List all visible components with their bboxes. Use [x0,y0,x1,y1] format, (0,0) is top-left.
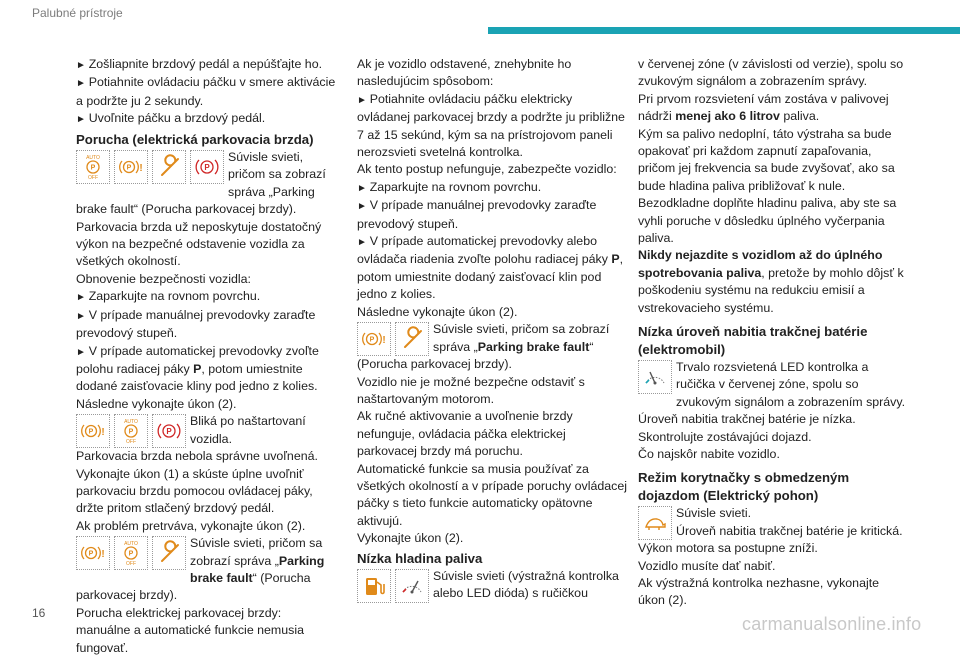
paragraph: v červenej zóne (v závislosti od verzie), spolu so zvukovým signálom a zobrazením správy. [638,57,904,89]
step-bullet: ► Zošliapnite brzdový pedál a nepúšťajte ho. [76,56,338,74]
text-bold: menej ako 6 litrov [675,109,780,124]
paragraph: Parkovacia brzda už neposkytuje dostatočný výkon na bezpečné odstavenie vozidla za všetkých okolností. [76,219,322,269]
indicator-text: “ (Porucha parkovacej brzdy). [76,570,311,603]
paragraph [638,247,908,317]
step-bullet: ► Potiahnite ovládaciu páčku elektricky ovládanej parkovacej brzdy a podržte ju približne 7 až 15 sekúnd, kým sa na prístrojovom paneli nerozsvieti svetelná kontrolka. [357,91,627,162]
parking-brake-fault-icon [357,322,391,356]
paragraph: Vykonajte úkon (1) a skúste úplne uvoľniť parkovaciu brzdu pomocou ovládacej páky, držte pritom stlačený brzdový pedál. [76,466,313,516]
paragraph: (Porucha parkovacej brzdy). [357,357,512,372]
svg-text:AUTO: AUTO [86,155,100,162]
text-bold: P [193,361,202,376]
section-heading: Porucha (elektrická parkovacia brzda) [76,131,314,147]
text: paliva. [779,109,820,124]
paragraph: Ak je vozidlo odstavené, znehybnite ho nasledujúcim spôsobom: [357,57,572,89]
paragraph: Ak ručné aktivovanie a uvoľnenie brzdy nefunguje, ovládacia páčka elektrickej parkovacej brzdy má poruchu. [357,409,573,459]
paragraph: Vozidlo nie je možné bezpečne odstaviť s naštartovaným motorom. [357,374,585,406]
indicator-text: Súvisle svieti. [676,506,752,521]
svg-text:!: ! [139,163,143,175]
svg-text:P: P [369,336,375,344]
indicator-block [638,359,908,411]
paragraph: Kým sa palivo nedoplní, táto výstraha sa bude opakovať pri každom zapnutí zapaľovania, pričom jej frekvencia sa bude zvyšovať, ako sa bude hladina paliva približovať k nule. [638,126,895,193]
svg-text:OFF: OFF [126,561,136,568]
header-accent-bar [488,27,960,34]
paragraph: Následne vykonajte úkon (2). [357,304,518,319]
text-bold: P [611,252,620,267]
parking-brake-fault-icon [114,150,148,184]
svg-text:!: ! [382,335,386,347]
step-bullet: ► Zaparkujte na rovnom povrchu. [357,179,627,197]
section-heading: Nízka úroveň nabitia trakčnej batérie (elektromobil) [638,324,868,357]
indicator-text: Súvisle svieti, pričom sa zobrazí správa „Parking brake fault“ (Porucha parkovacej brzdy). [76,150,326,217]
fuel-gauge-icon [395,569,429,603]
indicator-block [76,149,338,219]
indicator-block [357,568,627,603]
text-bold: Nikdy nejazdite s vozidlom až do úplného spotrebovania paliva [638,248,883,280]
paragraph: Porucha elektrickej parkovacej brzdy: manuálne a automatické funkcie nemusia fungovať. [76,605,304,655]
column-1 [76,56,338,657]
paragraph: Výkon motora sa postupne zníži. [638,541,818,556]
paragraph: Automatické funkcie sa musia používať za všetkých okolností a v prípade poruchy ovládacej páčky s tieto funkcie automaticky opätovne aktivujú. [357,461,627,528]
svg-text:P: P [88,550,94,558]
message-bold: Parking brake fault [477,339,590,354]
indicator-block [638,505,908,540]
indicator-text: Bliká po naštartovaní vozidla. [190,414,306,446]
svg-text:OFF: OFF [88,175,98,182]
indicator-text: Úroveň nabitia trakčnej batérie je kritická. [676,523,903,538]
indicator-block [76,535,338,605]
wrench-icon [395,322,429,356]
wrench-icon [152,536,186,570]
text: , potom umiestnite dodaný zaisťovací klin pod jedno z kolies. [357,252,624,302]
parking-brake-red-icon [152,414,186,448]
paragraph: Vykonajte úkon (2). [357,531,464,546]
parking-brake-fault-icon [76,536,110,570]
step-bullet: ► V prípade manuálnej prevodovky zaraďte prevodový stupeň. [357,197,627,233]
page-number: 16 [32,606,46,620]
column-2 [357,56,627,603]
turtle-icon [638,506,672,540]
paragraph: Bezodkladne doplňte hladinu paliva, aby ste sa vyhli poruche v dôsledku úplného vyčerpania paliva. [638,196,897,246]
text: V prípade automatickej prevodovky alebo ovládača riadenia zvoľte polohu radiacej páky [357,234,612,267]
wrench-icon [152,150,186,184]
parking-brake-red-icon [190,150,224,184]
paragraph: Vozidlo musíte dať nabiť. [638,558,776,573]
svg-text:P: P [128,550,134,558]
section-heading: Režim korytnačky s obmedzeným dojazdom (Elektrický pohon) [638,470,850,503]
parking-brake-fault-icon [76,414,110,448]
indicator-block [357,321,627,356]
text: V prípade automatickej prevodovky zvoľte polohu radiacej páky [76,343,319,376]
step-bullet: ► Zaparkujte na rovnom povrchu. [76,288,338,306]
step-bullet: ► Potiahnite ovládaciu páčku v smere aktivácie a podržte ju 2 sekundy. [76,74,338,110]
text: , potom umiestnite dodané zaisťovacie kliny pod jedno z kolies. [76,361,318,394]
watermark: carmanualsonline.info [742,614,922,634]
step-bullet: ► Uvoľnite páčku a brzdový pedál. [76,110,338,128]
paragraph: Čo najskôr nabite vozidlo. [638,446,780,461]
indicator-text: Trvalo rozsvietená LED kontrolka a ručička v červenej zóne, spolu so zvukovým signálom a zobrazením správy. [676,359,906,409]
paragraph: Následne vykonajte úkon (2). [76,396,237,411]
section-heading: Nízka hladina paliva [357,550,483,566]
paragraph: Ak problém pretrváva, vykonajte úkon (2). [76,518,306,533]
paragraph: Ak tento postup nefunguje, zabezpečte vozidlo: [357,162,617,177]
fuel-pump-icon [357,569,391,603]
svg-text:P: P [126,164,132,172]
svg-text:P: P [128,428,134,436]
paragraph: Ak výstražná kontrolka nezhasne, vykonajte úkon (2). [638,575,880,608]
text: , pretože by mohlo dôjsť k poškodeniu systému na redukciu emisií a vstrekovacieho systému. [638,265,904,315]
svg-text:AUTO: AUTO [124,541,138,548]
text: Pri prvom rozsvietení vám zostáva v palivovej nádrži [638,91,889,124]
indicator-block [76,413,338,448]
paragraph: Úroveň nabitia trakčnej batérie je nízka. [638,412,856,427]
auto-off-p-icon [114,414,148,448]
step-bullet [76,343,338,396]
svg-text:P: P [88,428,94,436]
svg-text:!: ! [101,549,105,561]
indicator-text: “ [589,339,594,354]
paragraph: Obnovenie bezpečnosti vozidla: [76,271,251,286]
svg-text:AUTO: AUTO [124,419,138,426]
step-bullet: ► V prípade manuálnej prevodovky zaraďte prevodový stupeň. [76,307,338,343]
column-3 [638,56,908,610]
svg-text:P: P [166,427,172,437]
svg-text:OFF: OFF [126,439,136,446]
svg-text:P: P [90,164,96,172]
auto-off-p-icon [114,536,148,570]
paragraph: Parkovacia brzda nebola správne uvoľnená. [76,449,318,464]
indicator-text: Súvisle svieti, pričom sa zobrazí správa „ [190,536,323,568]
indicator-text: Súvisle svieti (výstražná kontrolka alebo LED dióda) s ručičkou [433,568,619,601]
paragraph [638,91,908,126]
auto-off-p-icon [76,150,110,184]
svg-text:P: P [204,163,210,173]
indicator-text: Súvisle svieti, pričom sa zobrazí správa „ [433,322,610,354]
paragraph: Skontrolujte zostávajúci dojazd. [638,429,812,444]
step-bullet [357,233,627,304]
message-bold: Parking brake fault [190,553,325,585]
page-header-title: Palubné prístroje [32,6,123,20]
battery-gauge-icon [638,360,672,394]
svg-text:!: ! [101,427,105,439]
